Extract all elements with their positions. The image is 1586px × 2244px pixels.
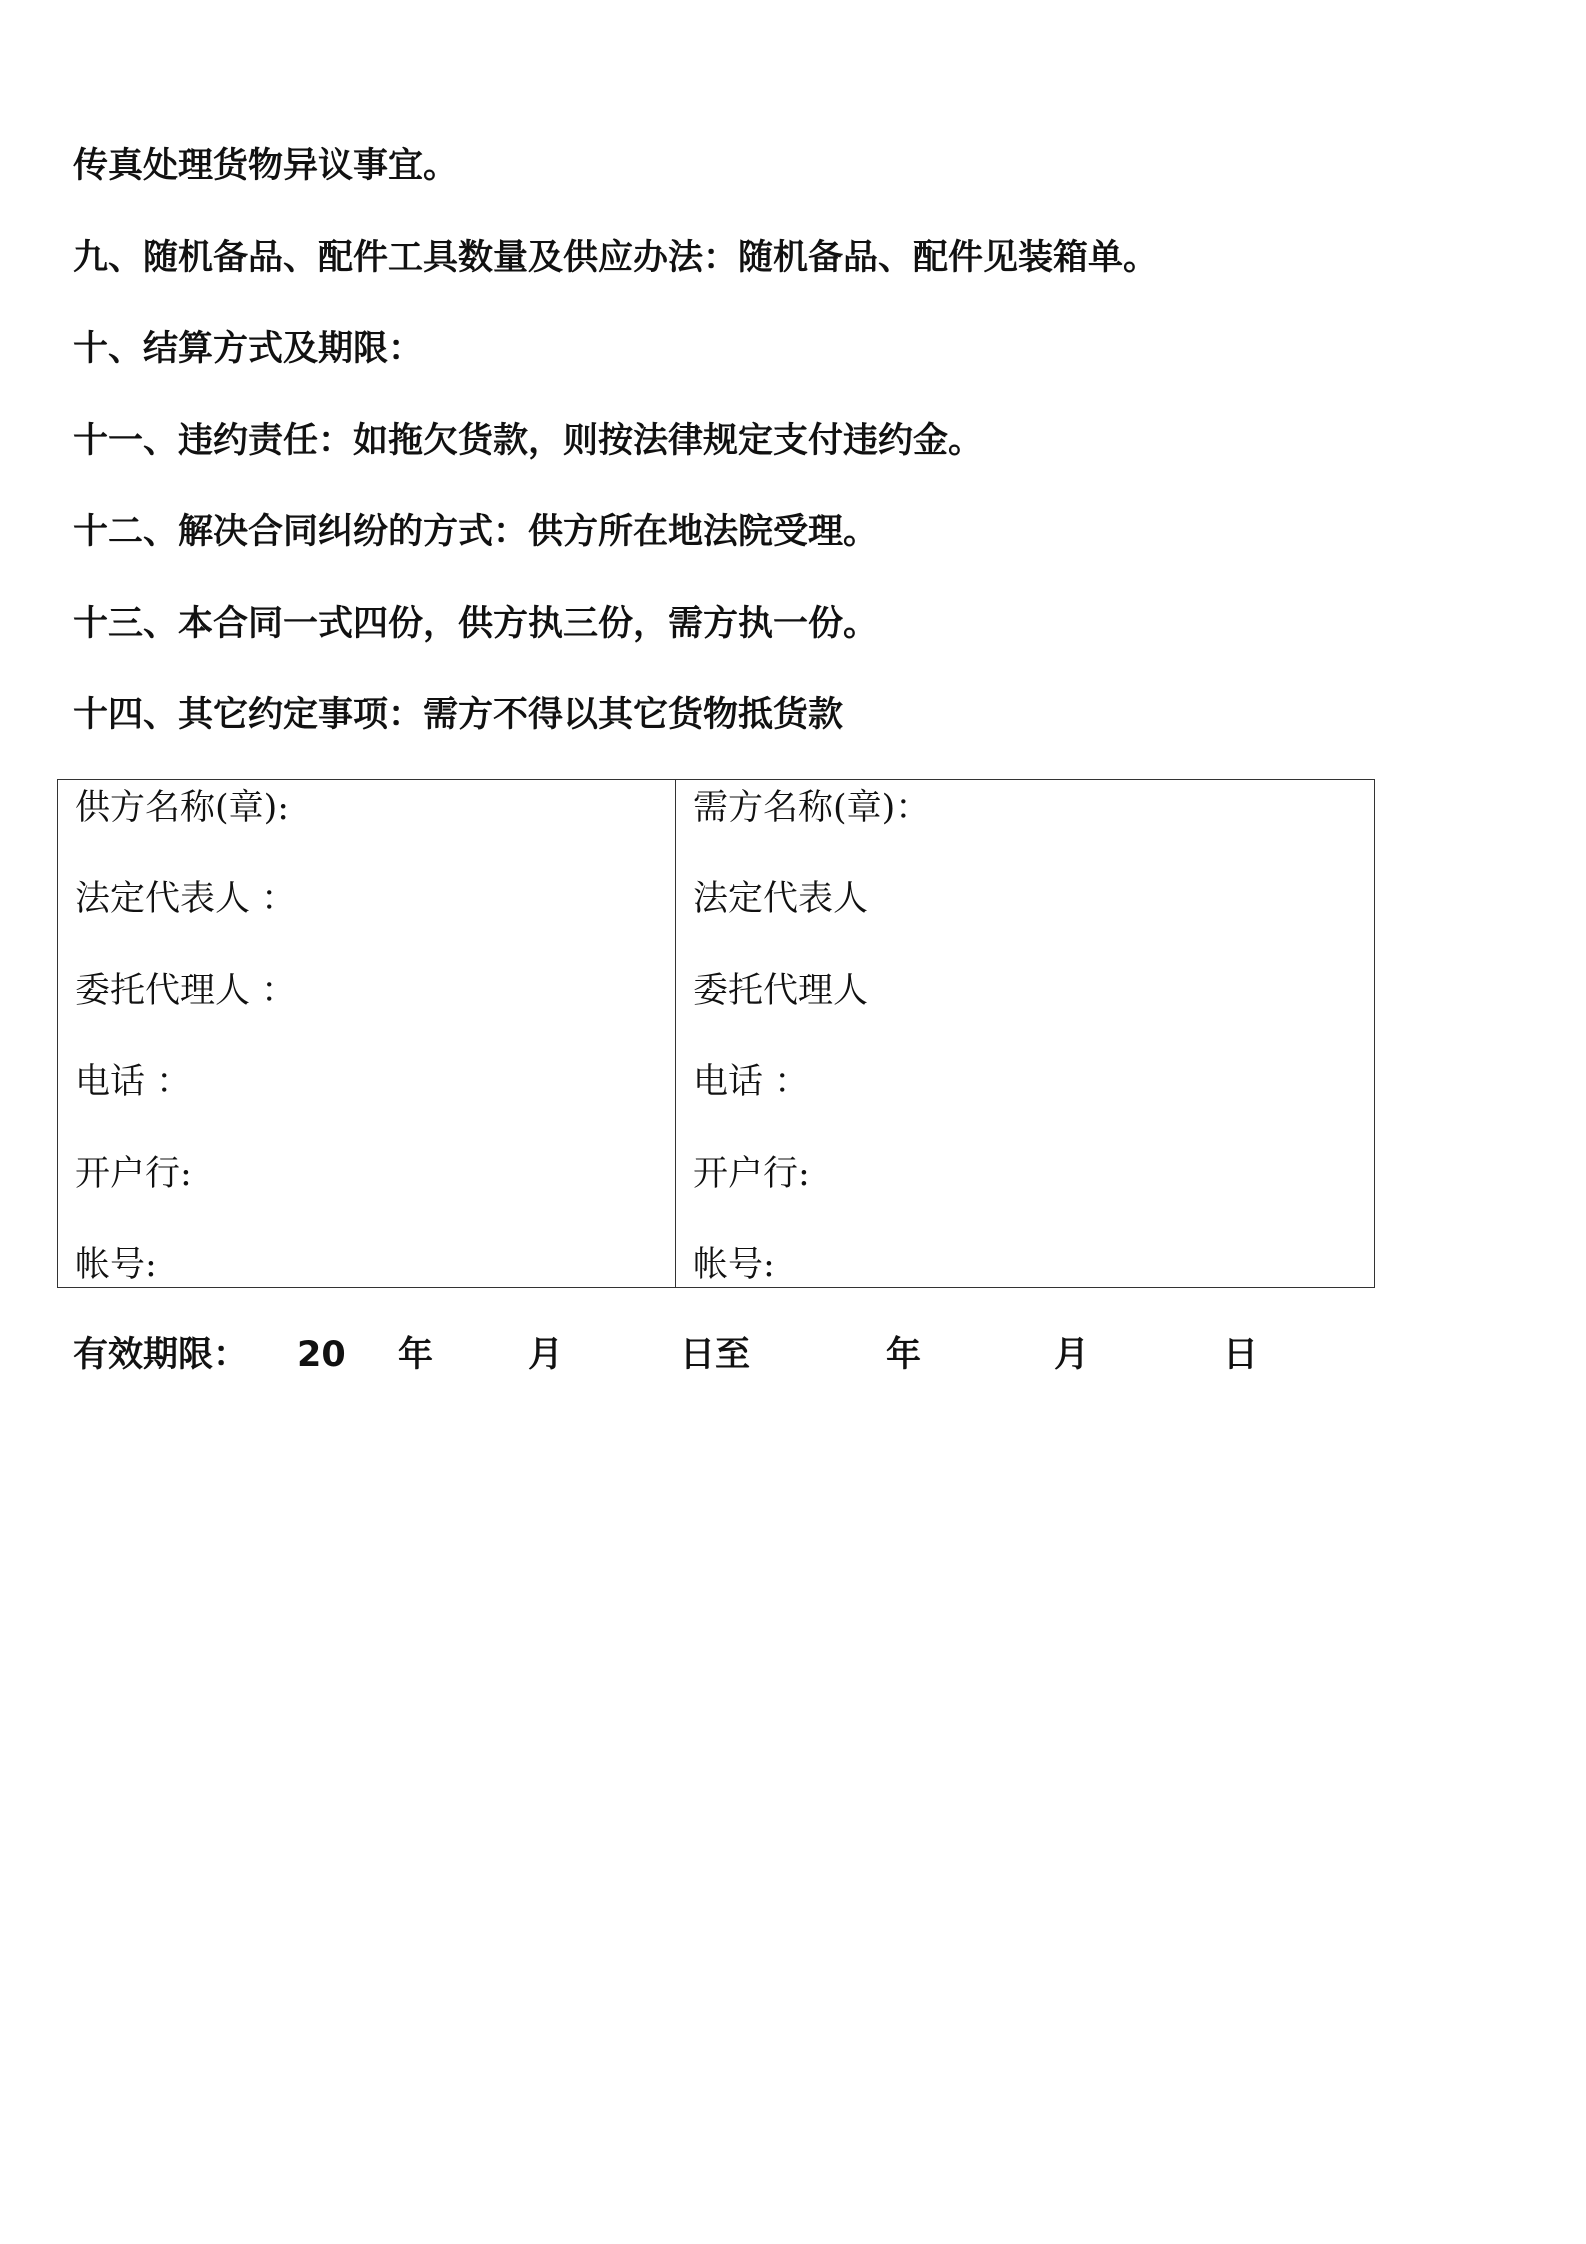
buyer-column: [676, 780, 1374, 1287]
clause-11-liability: 十一、违约责任：如拖欠货款，则按法律规定支付违约金。: [73, 421, 984, 461]
validity-month-start: 月: [528, 1335, 564, 1375]
validity-year-prefix: 20: [297, 1335, 346, 1375]
buyer-agent-field: 委托代理人: [693, 971, 869, 1011]
clause-9-spare-parts: 九、随机备品、配件工具数量及供应办法：随机备品、配件见装箱单。: [73, 238, 1159, 278]
supplier-bank-field: 开户行:: [75, 1154, 192, 1194]
supplier-name-field: 供方名称(章):: [75, 788, 290, 828]
clause-fax-dispute: 传真处理货物异议事宜。: [73, 146, 459, 186]
clause-10-settlement: 十、结算方式及期限：: [73, 329, 424, 369]
validity-label: 有效期限：: [73, 1335, 249, 1375]
supplier-account-field: 帐号:: [75, 1245, 157, 1285]
clause-14-other: 十四、其它约定事项：需方不得以其它货物抵货款: [73, 695, 844, 735]
clause-13-copies: 十三、本合同一式四份，供方执三份，需方执一份。: [73, 604, 879, 644]
buyer-bank-field: 开户行:: [693, 1154, 810, 1194]
supplier-legal-rep-field: 法定代表人 ：: [75, 879, 297, 919]
clause-12-dispute: 十二、解决合同纠纷的方式：供方所在地法院受理。: [73, 512, 879, 552]
buyer-legal-rep-field: 法定代表人: [693, 879, 869, 919]
buyer-phone-field: 电话 ：: [693, 1062, 810, 1102]
supplier-agent-field: 委托代理人 ：: [75, 971, 297, 1011]
supplier-phone-field: 电话 ：: [75, 1062, 192, 1102]
validity-period-line: [0, 1333, 1586, 1377]
supplier-column: [58, 780, 676, 1287]
validity-day-to: 日至: [680, 1335, 751, 1375]
buyer-account-field: 帐号:: [693, 1245, 775, 1285]
validity-year-end: 年: [886, 1335, 922, 1375]
validity-year-start: 年: [398, 1335, 434, 1375]
validity-month-end: 月: [1054, 1335, 1090, 1375]
buyer-name-field: 需方名称(章)：: [693, 788, 931, 828]
validity-day-end: 日: [1223, 1335, 1259, 1375]
signature-table: [57, 779, 1375, 1288]
